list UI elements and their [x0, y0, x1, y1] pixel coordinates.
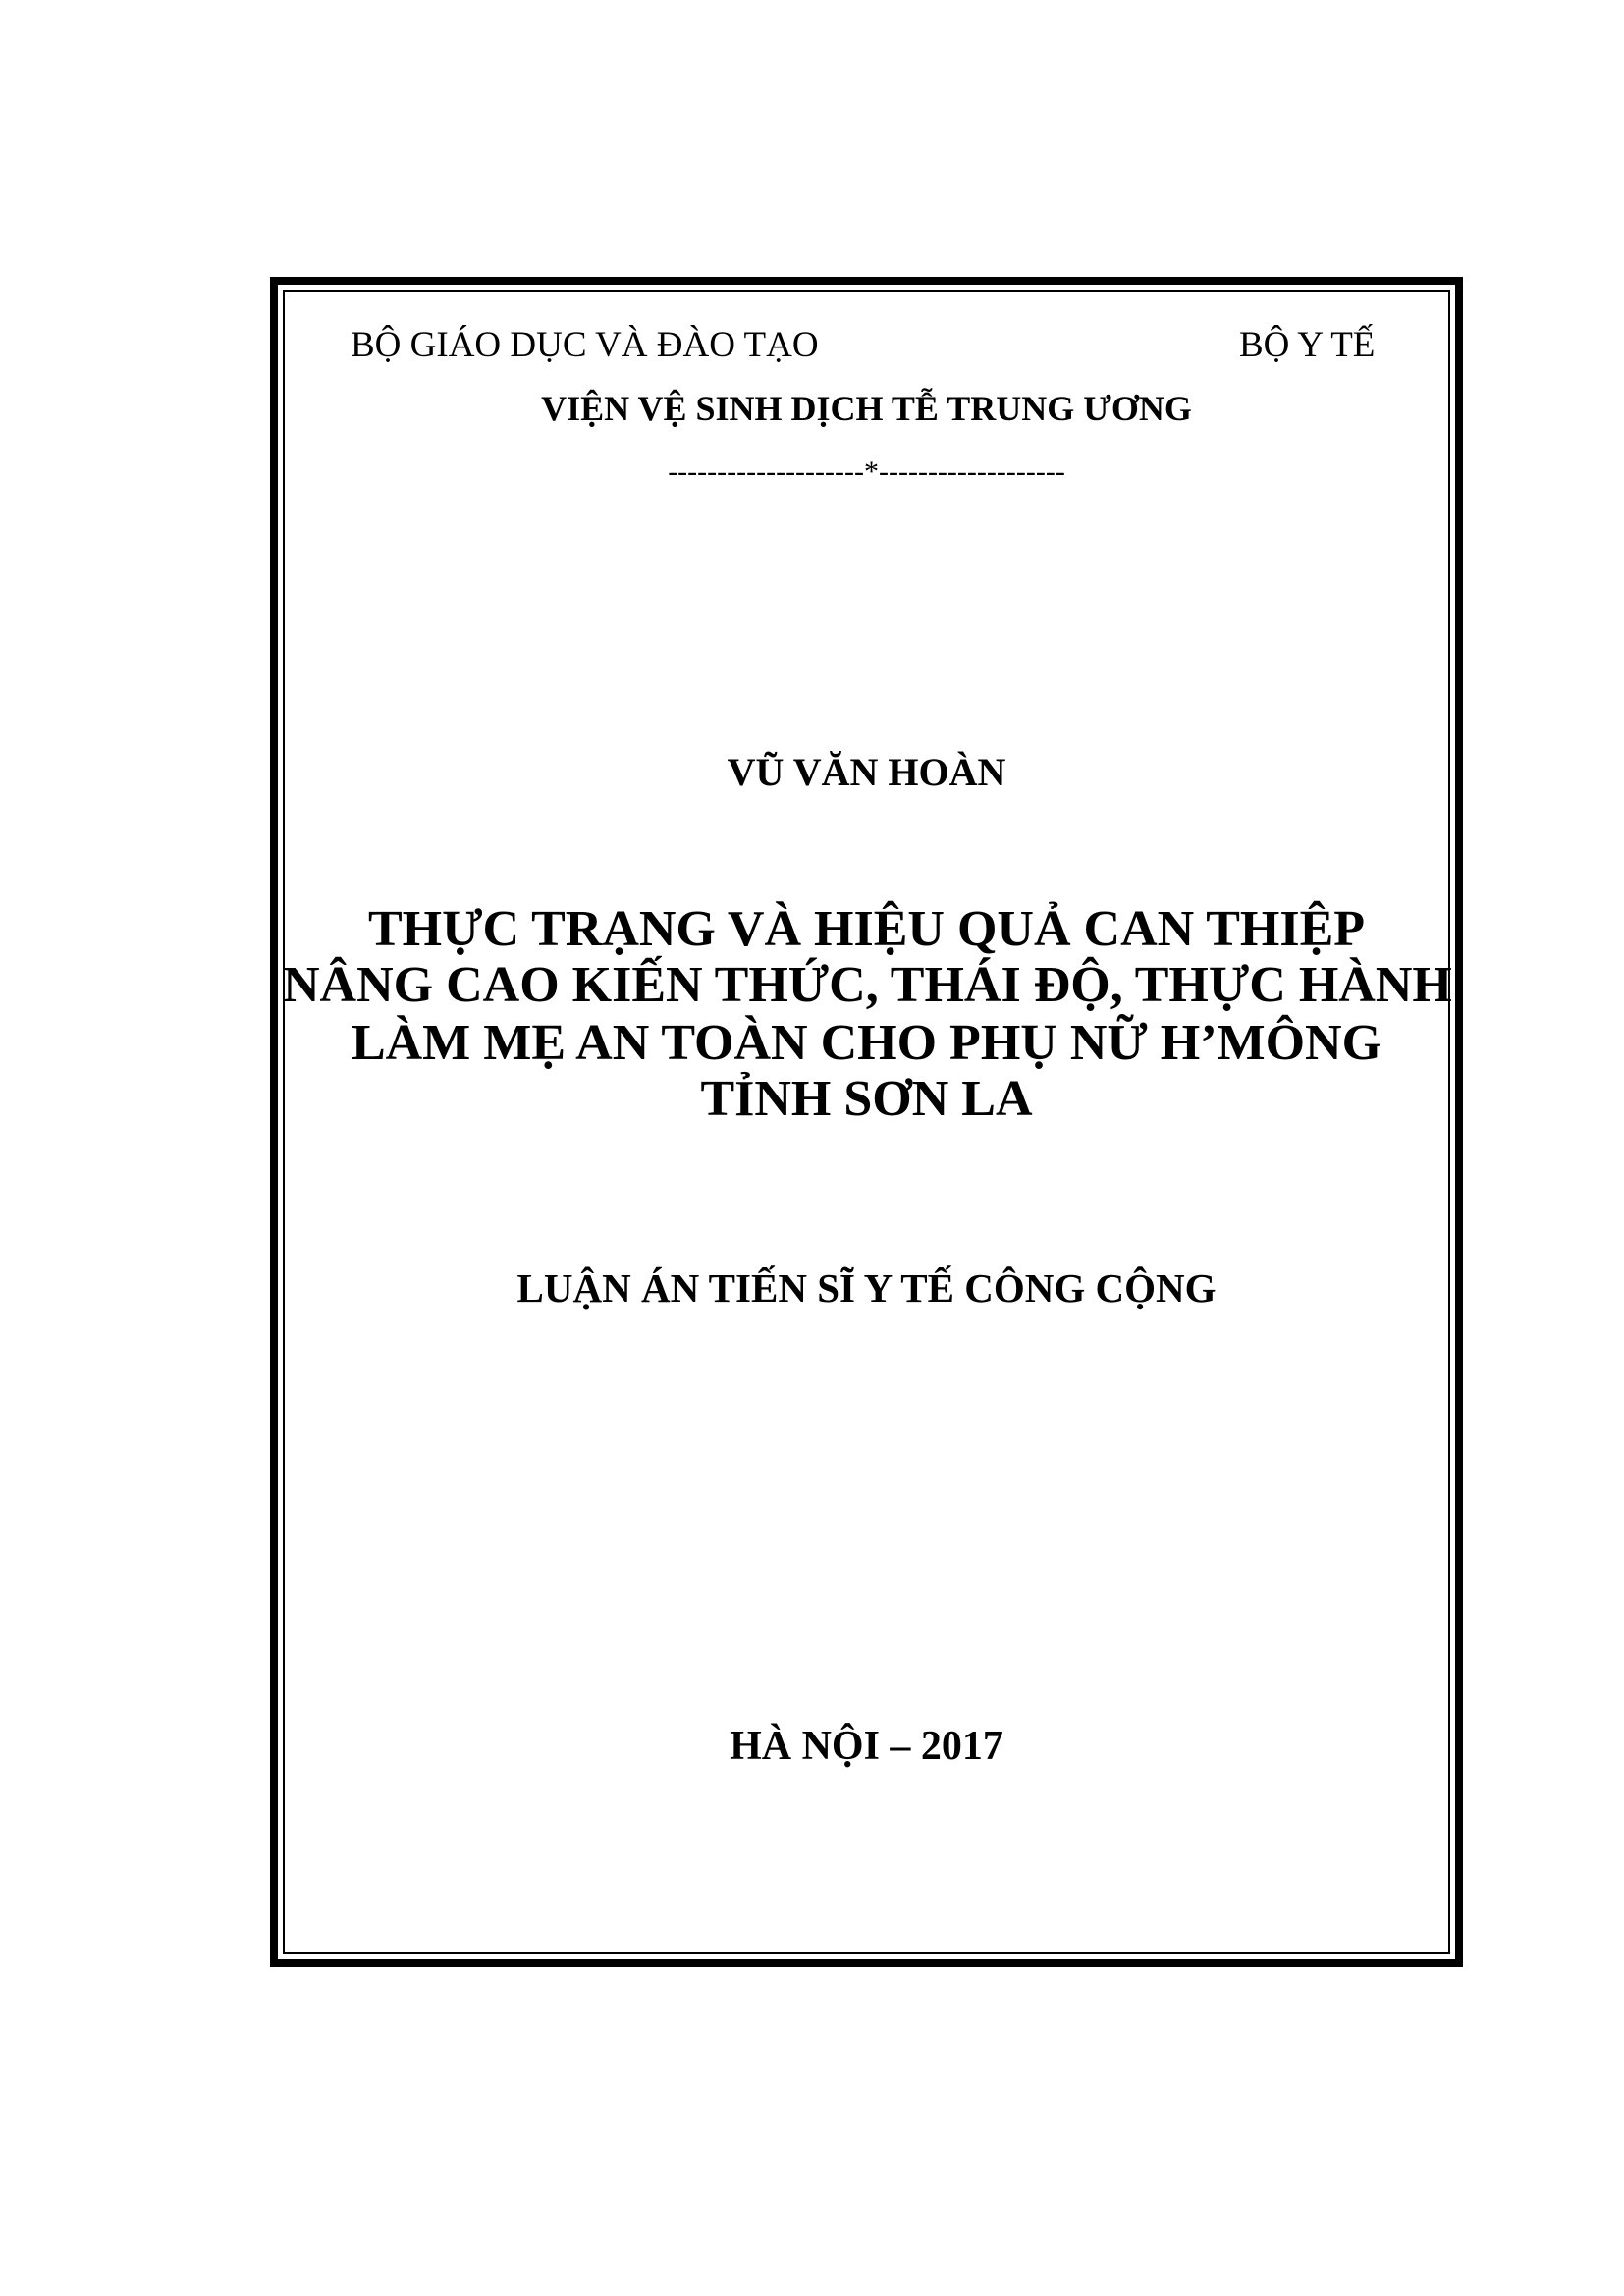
decorative-divider: --------------------*-------------------	[668, 455, 1065, 488]
ministry-health-label: BỘ Y TẾ	[1239, 325, 1376, 365]
institute-name: VIỆN VỆ SINH DỊCH TỄ TRUNG ƯƠNG	[541, 389, 1192, 428]
thesis-title-line-3: LÀM MẸ AN TOÀN CHO PHỤ NỮ H’MÔNG	[351, 1015, 1382, 1071]
thesis-title-line-4: TỈNH SƠN LA	[700, 1071, 1033, 1127]
author-name: VŨ VĂN HOÀN	[727, 750, 1006, 794]
thesis-title-line-2: NÂNG CAO KIẾN THỨC, THÁI ĐỘ, THỰC HÀNH	[283, 957, 1452, 1013]
ministry-education-label: BỘ GIÁO DỤC VÀ ĐÀO TẠO	[351, 325, 819, 365]
place-year: HÀ NỘI – 2017	[730, 1724, 1003, 1769]
thesis-title-line-1: THỰC TRẠNG VÀ HIỆU QUẢ CAN THIỆP	[367, 901, 1366, 957]
degree-label: LUẬN ÁN TIẾN SĨ Y TẾ CÔNG CỘNG	[516, 1265, 1217, 1310]
